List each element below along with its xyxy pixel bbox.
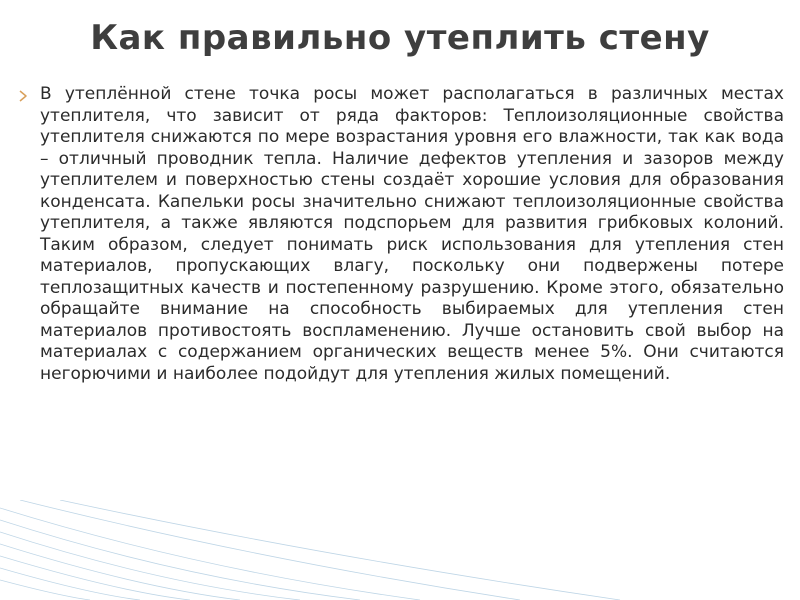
body-text: В утеплённой стене точка росы может располагаться в различных местах утеплителя, что зависит от ряда факторов: Теплоизоляционные свойства утеплителя снижаются по мере возрастания уровня его влажности, так как вода – отличный проводник тепла. Наличие дефектов утепления и зазоров между утеплителем и поверхностью стены создаёт хорошие условия для образования конденсата. Капельки росы значительно снижают теплоизоляционные свойства утеплителя, а также являются подспорьем для развития грибковых колоний. Таким образом, следует понимать риск использования для утепления стен материалов, пропускающих влагу, поскольку они подвержены потере теплозащитных качеств и постепенному разрушению. Кроме этого, обязательно обращайте внимание на способность выбираемых для утепления стен материалов противостоять воспламенению. Лучше остановить свой выбор на материалах с содержанием органических веществ менее 5%. Они считаются негорючими и наиболее подойдут для утепления жилых помещений.: [40, 84, 784, 384]
slide-title: Как правильно утеплить стену: [90, 18, 710, 58]
slide-content: [18, 84, 788, 385]
bullet-item: [18, 84, 788, 385]
bullet-arrow-icon: [18, 84, 40, 103]
decorative-lines: [0, 500, 800, 600]
